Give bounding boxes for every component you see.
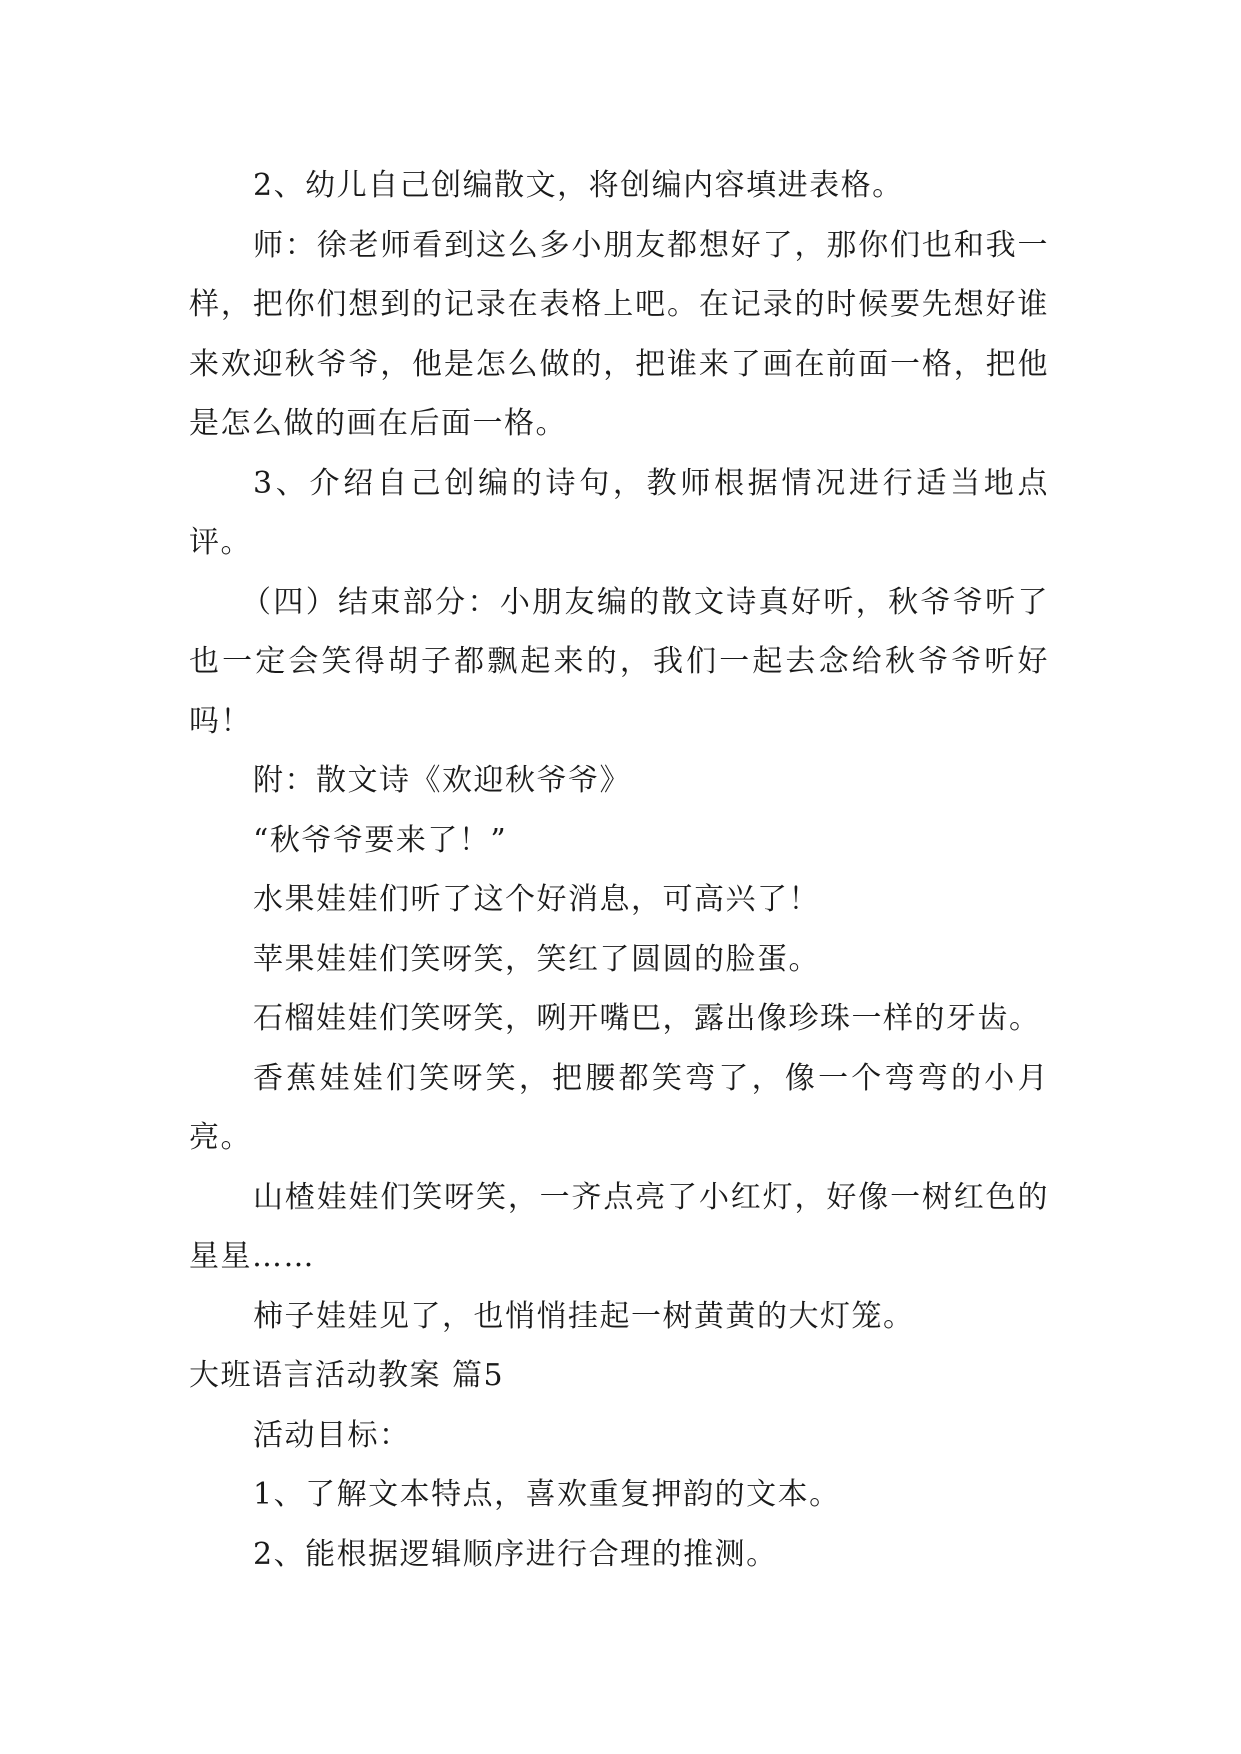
poem-line-2: 水果娃娃们听了这个好消息，可高兴了！ [253, 882, 820, 917]
poem-line-6: 山楂娃娃们笑呀笑，一齐点亮了小红灯，好像一树红色的星星…… [189, 1179, 1049, 1274]
paragraph-teacher-instruction: 师：徐老师看到这么多小朋友都想好了，那你们也和我一样，把你们想到的记录在表格上吧。在记录的时候要先想好谁来欢迎秋爷爷，他是怎么做的，把谁来了画在前面一格，把他是怎么做的画在后面一格。 [189, 227, 1049, 441]
paragraph-step-3: 3、介绍自己创编的诗句，教师根据情况进行适当地点评。 [189, 465, 1049, 560]
poem-title: 附：散文诗《欢迎秋爷爷》 [253, 763, 631, 798]
objective-2: 2、能根据逻辑顺序进行合理的推测。 [253, 1536, 778, 1572]
objective-1: 1、了解文本特点，喜欢重复押韵的文本。 [253, 1477, 841, 1512]
section-heading: 大班语言活动教案 篇5 [189, 1358, 505, 1393]
poem-line-1: “秋爷爷要来了！” [253, 822, 508, 858]
paragraph-ending-part: （四）结束部分：小朋友编的散文诗真好听，秋爷爷听了也一定会笑得胡子都飘起来的，我们一起去念给秋爷爷听好吗！ [189, 584, 1049, 739]
poem-line-7: 柿子娃娃见了，也悄悄挂起一树黄黄的大灯笼。 [253, 1298, 915, 1334]
document-page [189, 156, 1049, 1584]
paragraph-step-2: 2、幼儿自己创编散文，将创编内容填进表格。 [253, 168, 904, 203]
objectives-label: 活动目标： [253, 1417, 411, 1453]
poem-line-5: 香蕉娃娃们笑呀笑，把腰都笑弯了，像一个弯弯的小月亮。 [189, 1060, 1049, 1155]
poem-line-4: 石榴娃娃们笑呀笑，咧开嘴巴，露出像珍珠一样的牙齿。 [253, 1001, 1041, 1036]
poem-line-3: 苹果娃娃们笑呀笑，笑红了圆圆的脸蛋。 [253, 941, 820, 977]
